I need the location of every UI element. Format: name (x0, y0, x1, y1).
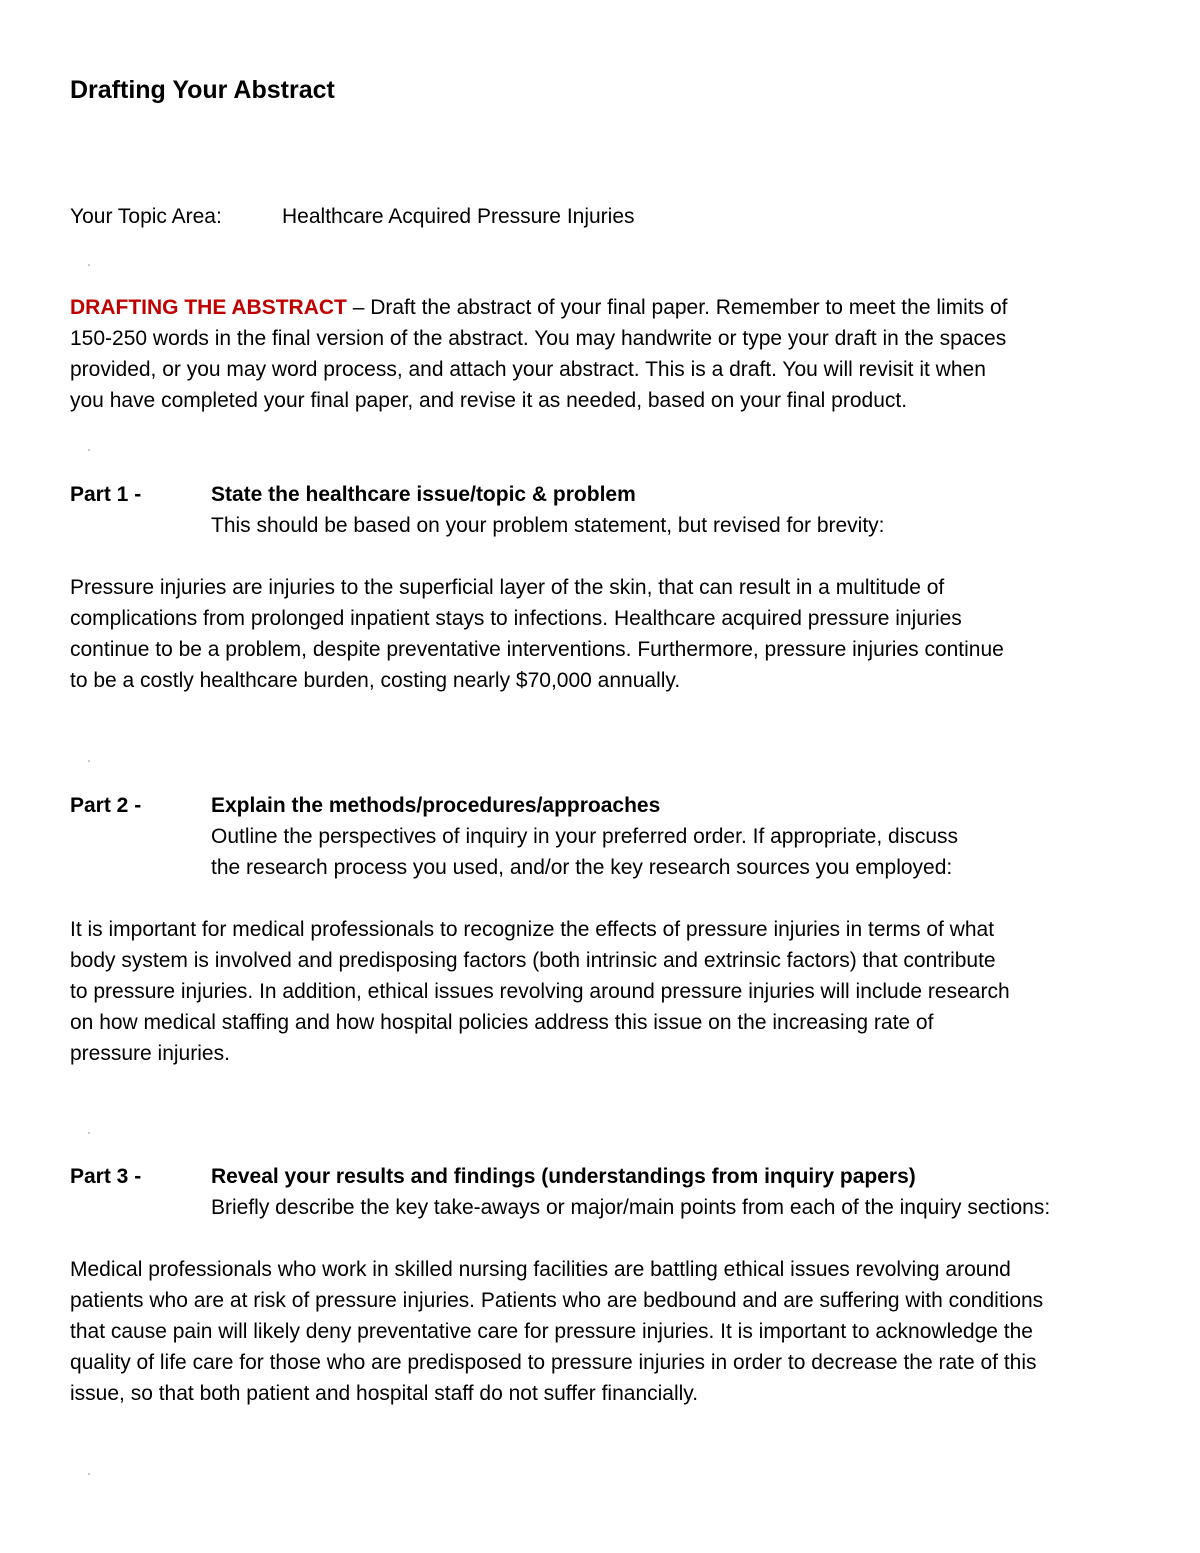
answer-line: patients who are at risk of pressure injuries. Patients who are bedbound and are suffering with conditions (70, 1289, 1044, 1312)
paragraph-marker (88, 1132, 90, 1134)
answer-line: It is important for medical professionals to recognize the effects of pressure injuries in terms of what (70, 918, 995, 941)
part-3-label: Part 3 - (70, 1165, 142, 1188)
paragraph-marker (88, 1473, 90, 1475)
paragraph-marker (88, 760, 90, 762)
part-1-body (211, 479, 1171, 541)
part-2-instruction: Outline the perspectives of inquiry in your preferred order. If appropriate, discuss (211, 825, 959, 848)
answer-line: quality of life care for those who are predisposed to pressure injuries in order to decrease the rate of this (70, 1351, 1037, 1374)
part-1-heading: State the healthcare issue/topic & problem (211, 483, 636, 506)
part-2-label: Part 2 - (70, 794, 142, 817)
part-2-instruction: the research process you used, and/or the key research sources you employed: (211, 856, 953, 879)
part-3-answer (70, 1254, 1170, 1409)
answer-line: Medical professionals who work in skilled nursing facilities are battling ethical issues revolving around (70, 1258, 1011, 1281)
answer-line: pressure injuries. (70, 1042, 230, 1065)
part-2-answer (70, 914, 1170, 1069)
topic-area-label: Your Topic Area: (70, 205, 222, 228)
drafting-line-1 (70, 292, 1170, 323)
part-1-label: Part 1 - (70, 483, 142, 506)
drafting-text-1: – Draft the abstract of your final paper. Remember to meet the limits of (346, 296, 1008, 319)
part-2-body (211, 790, 1171, 883)
part-3-heading: Reveal your results and findings (understandings from inquiry papers) (211, 1165, 916, 1188)
answer-line: body system is involved and predisposing factors (both intrinsic and extrinsic factors) that contribute (70, 949, 996, 972)
answer-line: that cause pain will likely deny preventative care for pressure injuries. It is important to acknowledge the (70, 1320, 1033, 1343)
part-3-instruction: Briefly describe the key take-aways or major/main points from each of the inquiry sections: (211, 1196, 1051, 1219)
drafting-instructions (70, 292, 1170, 416)
answer-line: continue to be a problem, despite preventative interventions. Furthermore, pressure injuries continue (70, 638, 1004, 661)
answer-line: Pressure injuries are injuries to the superficial layer of the skin, that can result in a multitude of (70, 576, 945, 599)
answer-line: to be a costly healthcare burden, costing nearly $70,000 annually. (70, 669, 681, 692)
part-2-heading: Explain the methods/procedures/approaches (211, 794, 661, 817)
topic-area-row (70, 203, 635, 231)
part-1-instruction: This should be based on your problem statement, but revised for brevity: (211, 514, 885, 537)
drafting-text-3: provided, or you may word process, and attach your abstract. This is a draft. You will revisit it when (70, 358, 986, 381)
drafting-label: DRAFTING THE ABSTRACT (70, 296, 347, 319)
answer-line: to pressure injuries. In addition, ethical issues revolving around pressure injuries will include research (70, 980, 1010, 1003)
paragraph-marker (88, 264, 90, 266)
paragraph-marker (88, 449, 90, 451)
drafting-text-4: you have completed your final paper, and revise it as needed, based on your final product. (70, 389, 908, 412)
answer-line: on how medical staffing and how hospital policies address this issue on the increasing rate of (70, 1011, 934, 1034)
part-3-body (211, 1161, 1171, 1223)
part-1-answer (70, 572, 1170, 696)
drafting-text-2: 150-250 words in the final version of the abstract. You may handwrite or type your draft in the spaces (70, 327, 1007, 350)
topic-area-value: Healthcare Acquired Pressure Injuries (282, 205, 635, 228)
page-title: Drafting Your Abstract (70, 76, 335, 104)
answer-line: issue, so that both patient and hospital staff do not suffer financially. (70, 1382, 699, 1405)
answer-line: complications from prolonged inpatient stays to infections. Healthcare acquired pressure injuries (70, 607, 962, 630)
